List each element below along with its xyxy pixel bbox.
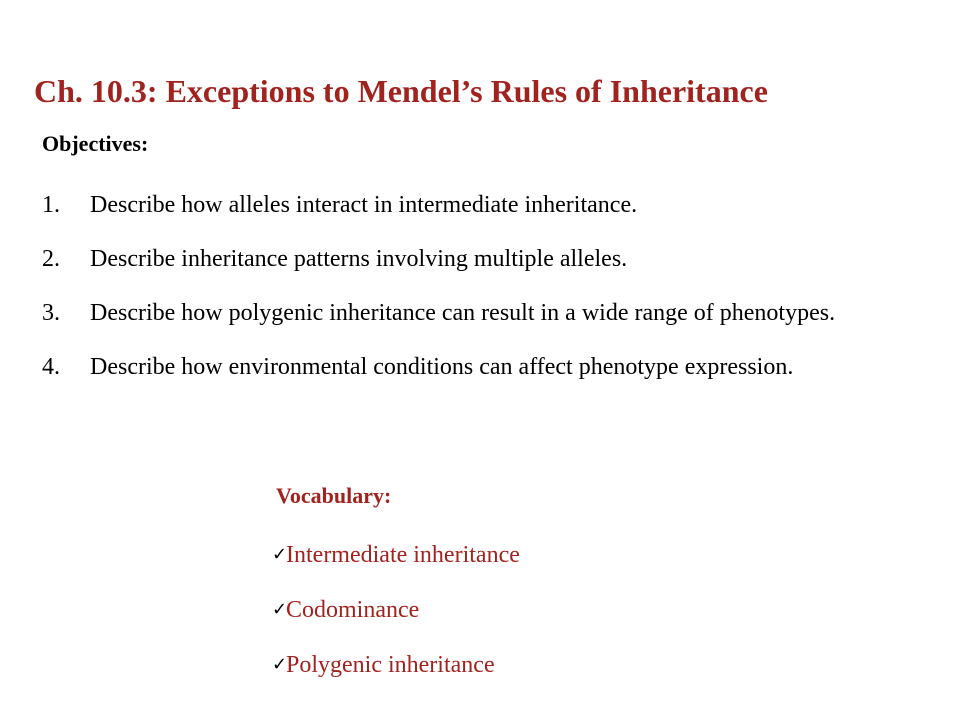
objectives-list: [42, 190, 922, 406]
checkmark-icon: ✓: [272, 544, 288, 565]
vocabulary-heading: Vocabulary:: [276, 483, 392, 508]
vocabulary-term: Intermediate inheritance: [286, 542, 520, 568]
vocabulary-item: [272, 650, 520, 680]
vocabulary-term: Codominance: [286, 597, 420, 623]
vocabulary-list: [272, 540, 520, 705]
objective-text: Describe inheritance patterns involving multiple alleles.: [90, 246, 628, 272]
vocabulary-item: [272, 595, 520, 625]
objective-number: 2.: [42, 246, 60, 272]
vocabulary-term: Polygenic inheritance: [286, 652, 495, 678]
objective-number: 4.: [42, 354, 60, 380]
objective-item: [42, 298, 922, 328]
objectives-heading: Objectives:: [42, 131, 149, 156]
objective-number: 1.: [42, 192, 60, 218]
objective-text: Describe how alleles interact in intermediate inheritance.: [90, 192, 638, 218]
objective-text: Describe how polygenic inheritance can result in a wide range of phenotypes.: [90, 300, 836, 326]
objective-item: [42, 244, 922, 274]
checkmark-icon: ✓: [272, 654, 288, 675]
vocabulary-item: [272, 540, 520, 570]
objective-item: [42, 352, 922, 382]
slide-title: Ch. 10.3: Exceptions to Mendel’s Rules of Inheritance: [34, 73, 768, 109]
checkmark-icon: ✓: [272, 599, 288, 620]
objective-number: 3.: [42, 300, 60, 326]
objective-item: [42, 190, 922, 220]
objective-text: Describe how environmental conditions can affect phenotype expression.: [90, 354, 794, 380]
